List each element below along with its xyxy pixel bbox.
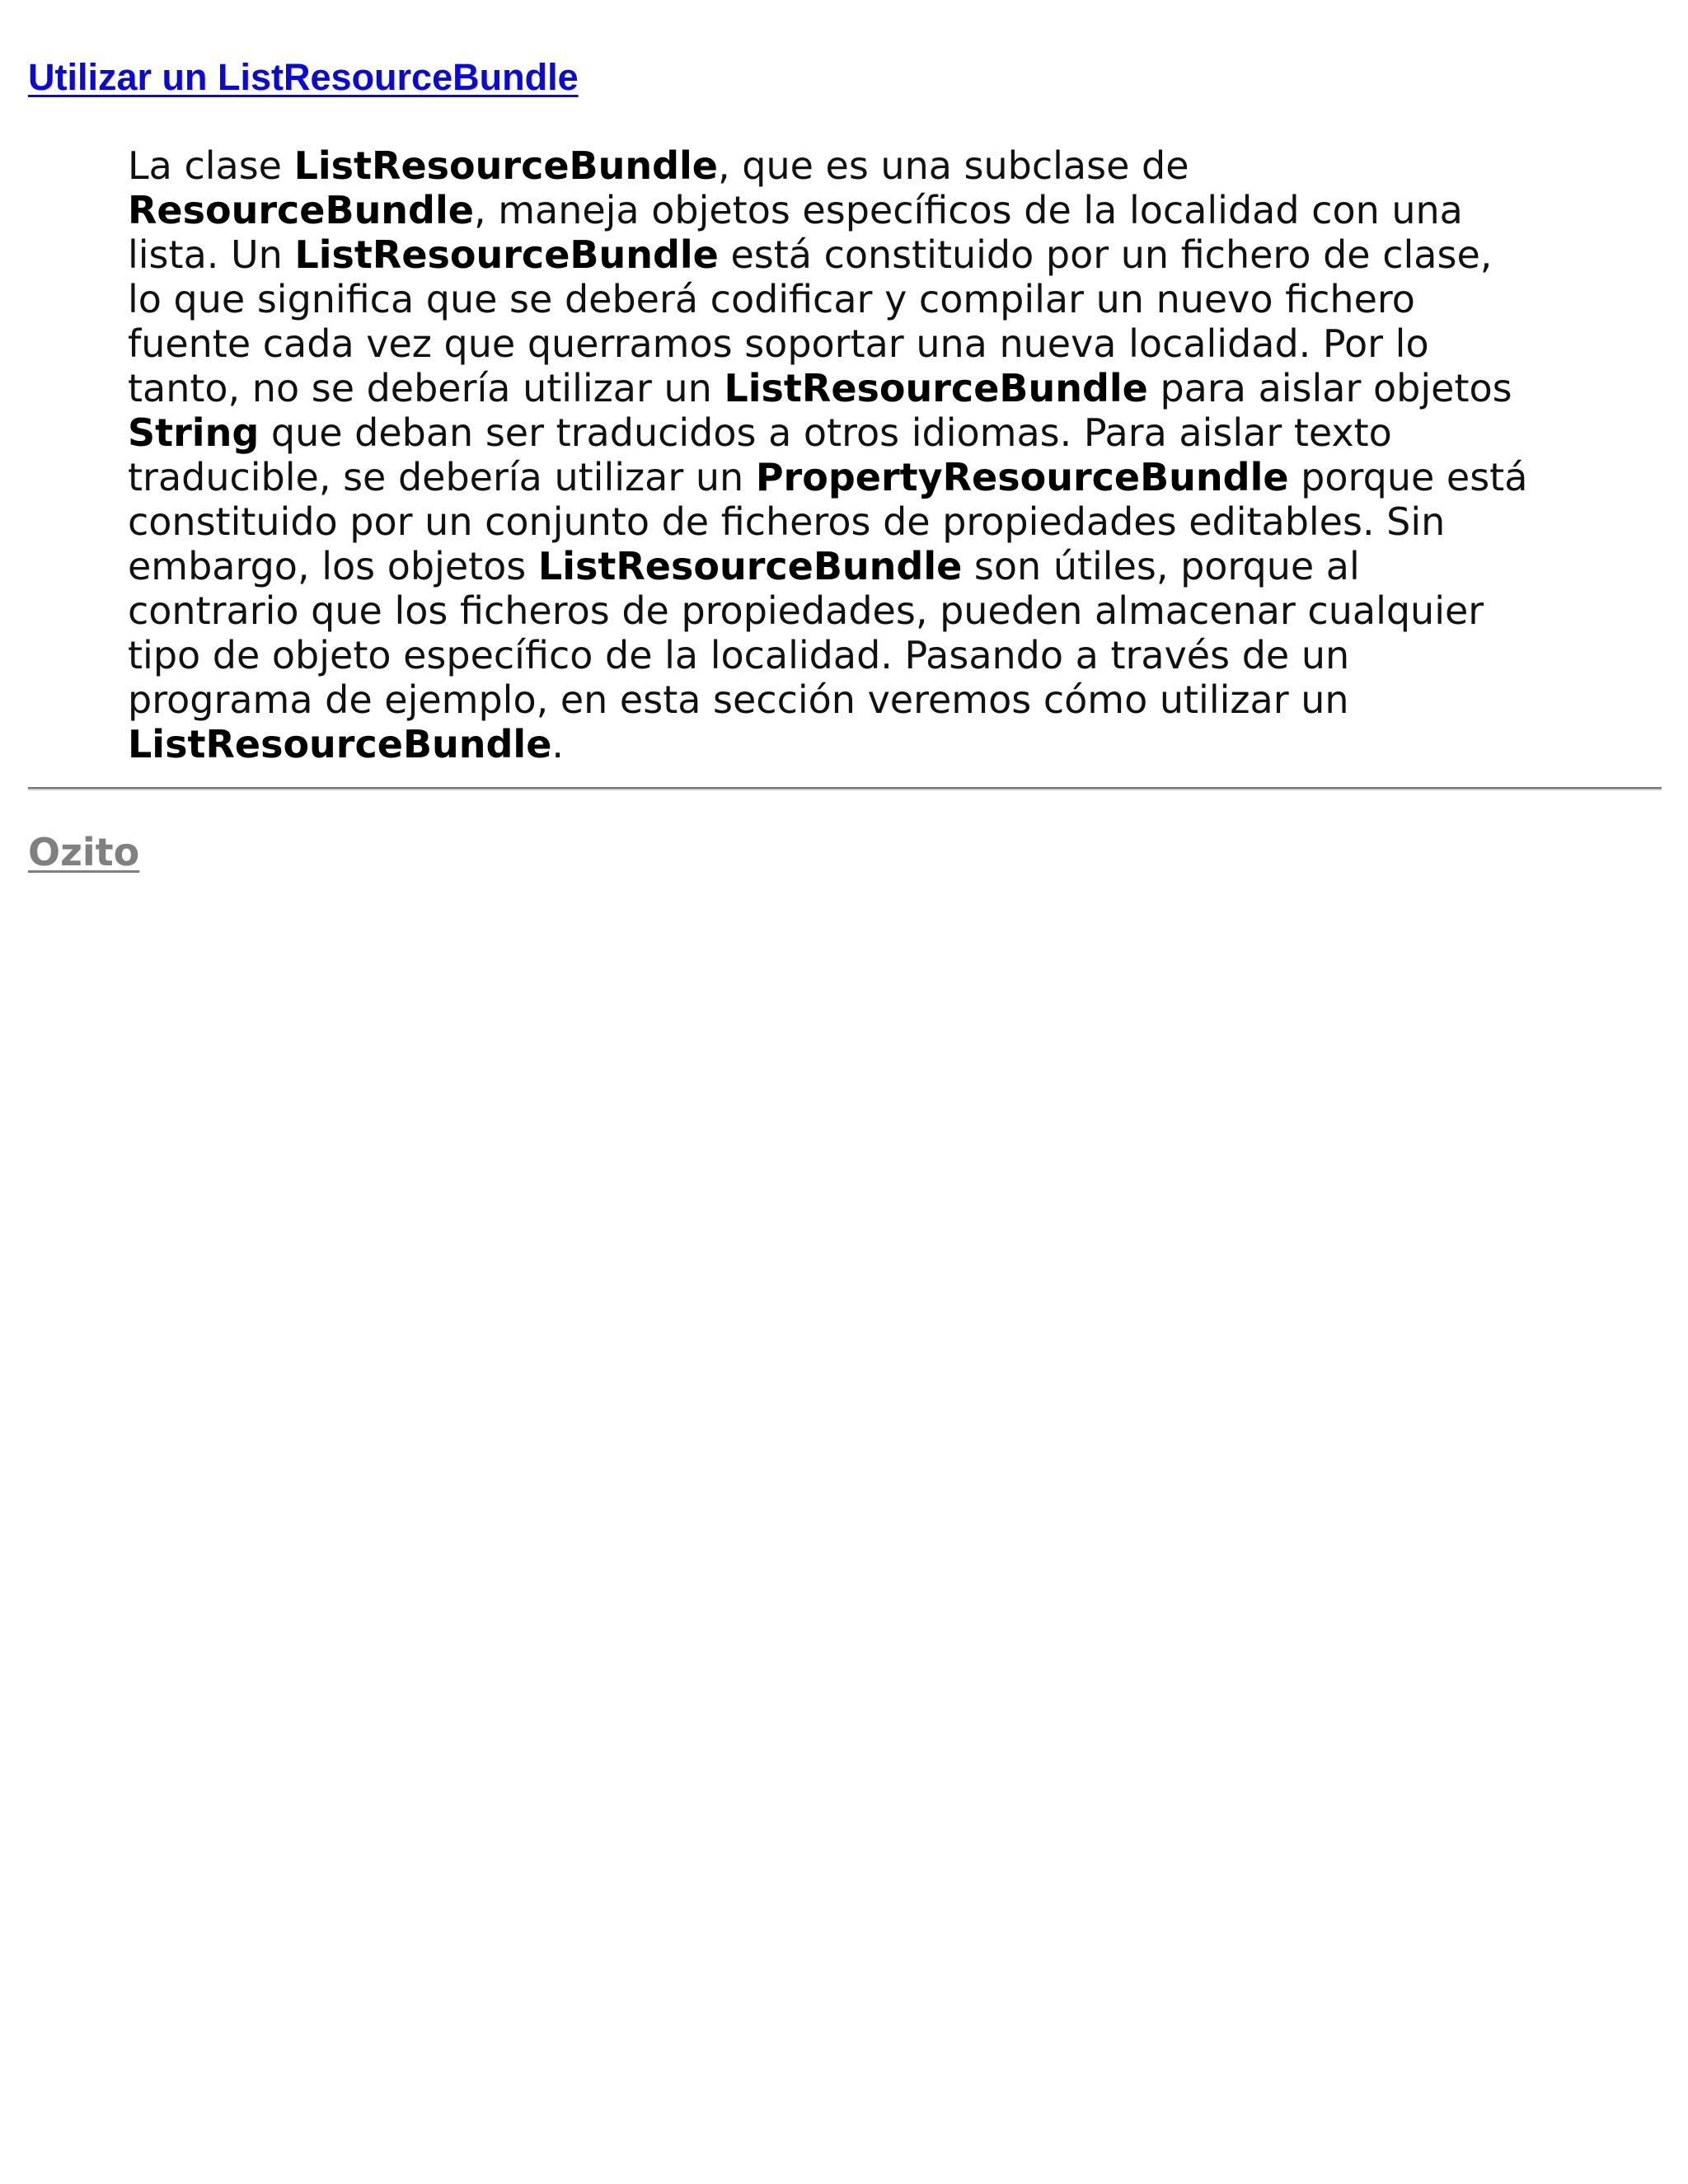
- text-run: traducible, se debería utilizar un: [128, 455, 756, 499]
- paragraph-line: [128, 677, 1578, 722]
- text-run: porque está: [1288, 455, 1528, 499]
- paragraph-line: [128, 410, 1578, 455]
- text-run: tipo de objeto específico de la localidad. Pasando a través de un: [128, 633, 1350, 677]
- class-name-term: ListResourceBundle: [128, 722, 552, 766]
- horizontal-rule: [28, 787, 1662, 790]
- intro-paragraph: [128, 143, 1578, 766]
- class-name-term: ListResourceBundle: [293, 143, 718, 188]
- paragraph-line: [128, 633, 1578, 677]
- paragraph-line: [128, 366, 1578, 410]
- text-run: .: [551, 722, 565, 766]
- author-link[interactable]: Ozito: [28, 830, 140, 874]
- text-run: constituido por un conjunto de ficheros de propiedades editables. Sin: [128, 499, 1446, 544]
- text-run: , que es una subclase de: [718, 143, 1189, 188]
- text-run: lista. Un: [128, 232, 295, 277]
- paragraph-line: [128, 321, 1578, 366]
- class-name-term: PropertyResourceBundle: [755, 455, 1289, 499]
- text-run: para aislar objetos: [1147, 366, 1512, 410]
- text-run: programa de ejemplo, en esta sección veremos cómo utilizar un: [128, 677, 1349, 722]
- class-name-term: String: [128, 410, 260, 455]
- text-run: fuente cada vez que querramos soportar una nueva localidad. Por lo: [128, 321, 1429, 366]
- section-title-link[interactable]: Utilizar un ListResourceBundle: [28, 56, 579, 98]
- text-run: que deban ser traducidos a otros idiomas. Para aislar texto: [259, 410, 1392, 455]
- text-run: , maneja objetos específicos de la localidad con una: [473, 188, 1463, 232]
- text-run: La clase: [128, 143, 294, 188]
- class-name-term: ListResourceBundle: [537, 544, 963, 588]
- class-name-term: ListResourceBundle: [294, 232, 719, 277]
- class-name-term: ResourceBundle: [128, 188, 474, 232]
- paragraph-line: [128, 143, 1578, 188]
- class-name-term: ListResourceBundle: [724, 366, 1148, 410]
- text-run: tanto, no se debería utilizar un: [128, 366, 724, 410]
- paragraph-line: [128, 232, 1578, 277]
- paragraph-line: [128, 455, 1578, 499]
- paragraph-line: [128, 722, 1578, 766]
- paragraph-line: [128, 588, 1578, 633]
- text-run: son útiles, porque al: [962, 544, 1360, 588]
- paragraph-line: [128, 499, 1578, 544]
- paragraph-line: [128, 188, 1578, 232]
- paragraph-line: [128, 544, 1578, 588]
- text-run: embargo, los objetos: [128, 544, 538, 588]
- text-run: lo que significa que se deberá codificar y compilar un nuevo fichero: [128, 277, 1415, 321]
- paragraph-line: [128, 277, 1578, 321]
- text-run: está constituido por un fichero de clase,: [718, 232, 1493, 277]
- text-run: contrario que los ficheros de propiedades, pueden almacenar cualquier: [128, 588, 1484, 633]
